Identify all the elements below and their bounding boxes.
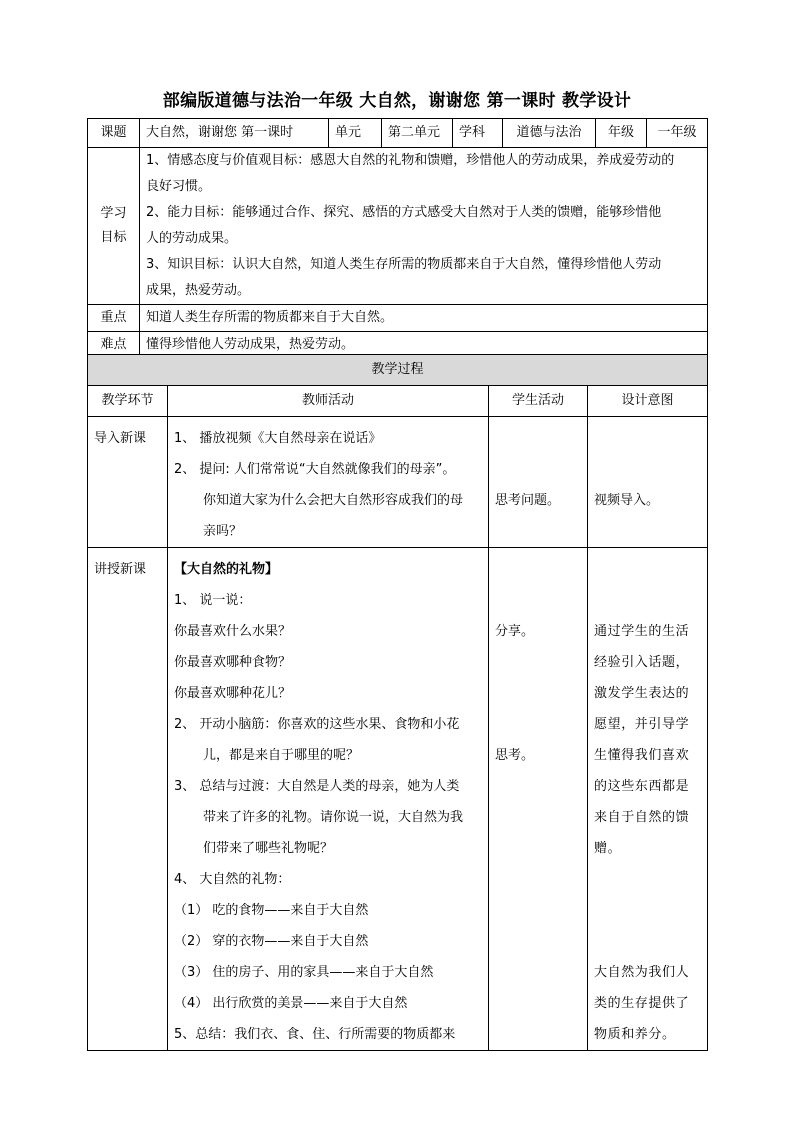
intent-text: 大自然为我们人类的生存提供了物质和养分。 xyxy=(594,965,690,1042)
subject-label: 学科 xyxy=(453,119,503,148)
difficulty-label: 难点 xyxy=(88,332,140,359)
objective-line: 3、知识目标：认识大自然，知道人类生存所需的物质都来自于大自然，懂得珍惜他人劳动 xyxy=(146,257,662,272)
stage-lecture: 讲授新课 xyxy=(88,548,168,1051)
grade-label: 年级 xyxy=(596,119,647,148)
unit-value: 第二单元 xyxy=(382,119,453,148)
teaching-process-table xyxy=(87,354,708,1051)
student-activity-lecture: 分享。 思考。 xyxy=(489,548,588,1051)
lesson-info-table xyxy=(87,118,708,359)
table-row xyxy=(88,548,708,1051)
intent-text: 通过学生的生活经验引入话题，激发学生表达的愿望，并引导学生懂得我们喜欢的这些东西都是来自于自然的馈赠。 xyxy=(594,624,690,856)
column-header-teacher: 教师活动 xyxy=(168,386,489,417)
objective-line: 成果，热爱劳动。 xyxy=(146,283,251,298)
objective-line: 良好习惯。 xyxy=(146,179,212,194)
process-header: 教学过程 xyxy=(88,355,708,386)
objective-line: 2、能力目标：能够通过合作、探究、感悟的方式感受大自然对于人类的馈赠，能够珍惜他 xyxy=(146,205,662,220)
objective-line: 1、情感态度与价值观目标：感恩大自然的礼物和馈赠，珍惜他人的劳动成果，养成爱劳动的 xyxy=(146,153,675,168)
difficulty-value: 懂得珍惜他人劳动成果，热爱劳动。 xyxy=(140,332,708,359)
design-intent-intro: 视频导入。 xyxy=(588,417,708,548)
design-intent-lecture xyxy=(588,548,708,1051)
stage-intro: 导入新课 xyxy=(88,417,168,548)
page-title: 部编版道德与法治一年级 大自然，谢谢您 第一课时 教学设计 xyxy=(162,91,632,111)
table-row xyxy=(88,417,708,548)
column-header-student: 学生活动 xyxy=(489,386,588,417)
key-point-label: 重点 xyxy=(88,305,140,332)
column-header-intent: 设计意图 xyxy=(588,386,708,417)
grade-value: 一年级 xyxy=(647,119,708,148)
objectives-label: 学习 目标 xyxy=(88,148,140,305)
column-header-stage: 教学环节 xyxy=(88,386,168,417)
subject-value: 道德与法治 xyxy=(503,119,596,148)
course-value: 大自然，谢谢您 第一课时 xyxy=(140,119,329,148)
objectives-content xyxy=(140,148,708,305)
unit-label: 单元 xyxy=(329,119,382,148)
key-point-value: 知道人类生存所需的物质都来自于大自然。 xyxy=(140,305,708,332)
teacher-activity-lecture: 【大自然的礼物】 1、 说一说： 你最喜欢什么水果？ 你最喜欢哪种食物？ 你最喜欢哪种花儿？ 2、 开动小脑筋：你喜欢的这些水果、食物和小花 儿，都是来自于哪里的呢？ 3、 总结与过渡：大自然是人类的母亲，她为人类 带来了许多的礼物。请你说一说，大自然为我 们带来了哪些礼物呢？ 4、 大自然的礼物： （1） 吃的食物——来自于大自然 （2） 穿的衣物——来自于大自然 （3） 住的房子、用的家具——来自于大自然 （4） 出行欣赏的美景——来自于大自然 5、总结：我们衣、食、住、行所需要的物质都来 xyxy=(168,548,489,1051)
course-label: 课题 xyxy=(88,119,140,148)
student-activity-intro: 思考问题。 xyxy=(489,417,588,548)
teacher-activity-intro: 1、 播放视频《大自然母亲在说话》 2、 提问: 人们常常说“大自然就像我们的母亲”。 你知道大家为什么会把大自然形容成我们的母 亲吗？ xyxy=(168,417,489,548)
objective-line: 人的劳动成果。 xyxy=(146,231,238,246)
